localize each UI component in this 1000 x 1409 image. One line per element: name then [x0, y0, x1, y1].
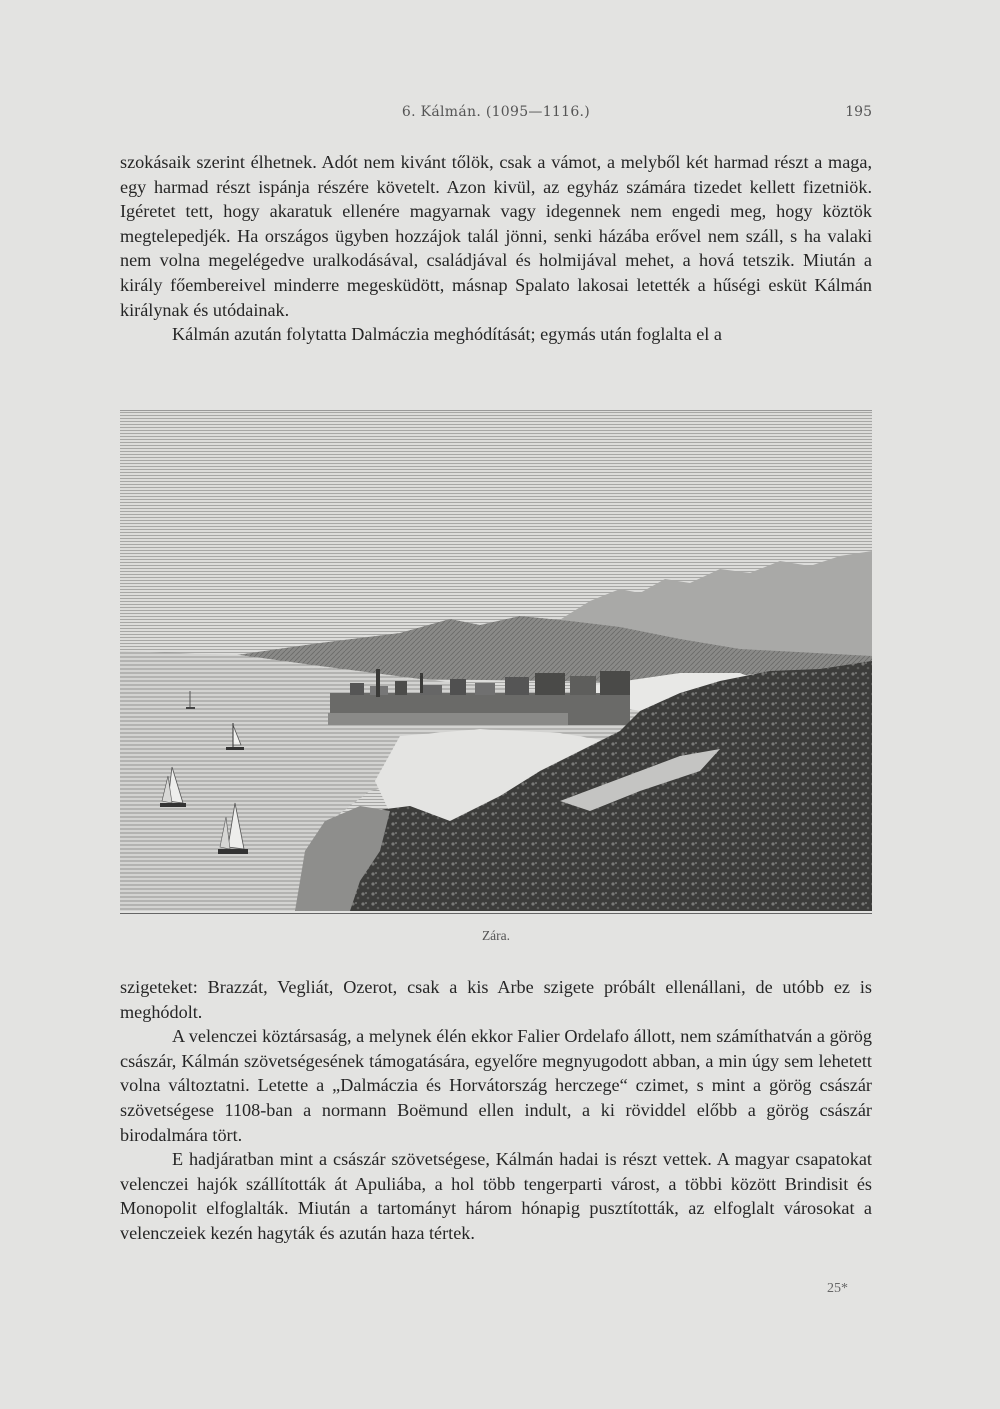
coastal-town-engraving — [120, 411, 872, 911]
running-head: 6. Kálmán. (1095—1116.) — [401, 104, 591, 120]
figure-caption: Zára. — [481, 928, 511, 943]
page-header — [120, 102, 872, 126]
printer-signature: 25* — [827, 1281, 848, 1296]
paragraph: Kálmán azután folytatta Dalmáczia meghódítását; egymás után foglalta el a — [172, 324, 722, 345]
body-text-top — [120, 150, 872, 347]
engraving-illustration — [120, 410, 872, 914]
paragraph: E hadjáratban mint a császár szövetségese, Kálmán hadai is részt vettek. A magyar csapatokat velenczei hajók szállították át Apuliába, a hol több tengerparti várost, a többi között Brindisit és Monopolit elfoglalták. Miután a tartományt három hónapig pusztították, az elfoglalt városokat a velenczeiek kezén hagyták és azután haza tértek. — [120, 1149, 872, 1243]
page-number: 195 — [845, 104, 872, 120]
paragraph: A velenczei köztársaság, a melynek élén ekkor Falier Ordelafo állott, nem számíthatván a görög császár, Kálmán szövetségesének támogatására, egyelőre megnyugodott abban, a min úgy sem lehetett volna változtatni. Letette a „Dalmáczia és Horvátország herczege“ czimet, s mint a görög császár szövetségese 1108-ban a normann Boëmund ellen indult, a ki röviddel előbb a görög császár birodalmára tört. — [120, 1026, 872, 1145]
paragraph: szigeteket: Brazzát, Vegliát, Ozerot, csak a kis Arbe szigete próbált ellenállani, de utóbb ez is meghódolt. — [120, 977, 872, 1022]
body-text-bottom — [120, 975, 872, 1246]
paragraph: szokásaik szerint élhetnek. Adót nem kivánt tőlök, csak a vámot, a melyből két harmad részt a maga, egy harmad részt ispánja részére követelt. Azon kivül, az egyház számára tizedet kellett fizetniök. Igéretet tett, hogy akaratuk ellenére magyarnak vagy idegennek nem engedi meg, hogy köztök megtelepedjék. Ha országos ügyben hozzájok talál jönni, senki házába erővel nem száll, s ha valaki nem volna megelégedve uralkodásával, családjával és holmijával mehet, a hová tetszik. Miután a király főembereivel minderre megesküdött, másnap Spalato lakosai letették a hűségi esküt Kálmán királynak és utódainak. — [120, 152, 872, 320]
